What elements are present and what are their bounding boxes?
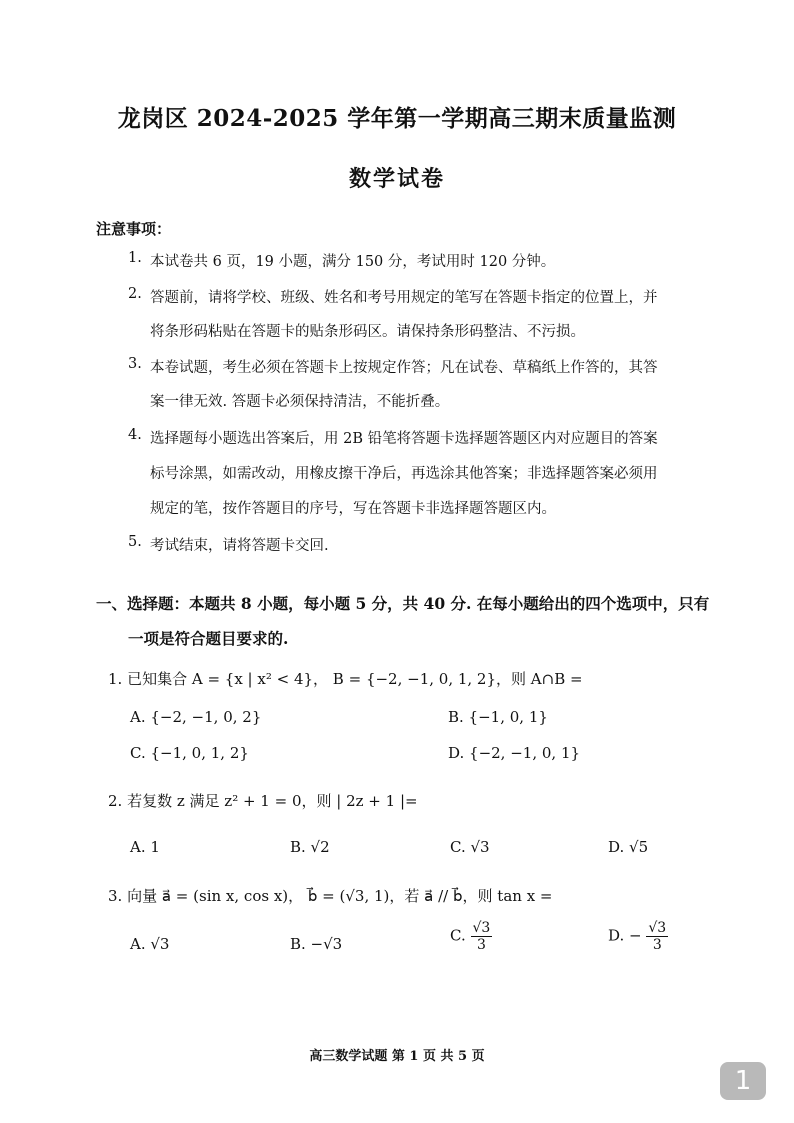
notice-number: 1.	[128, 250, 142, 266]
question-1-option-c: C. {−1, 0, 1, 2}	[130, 744, 249, 762]
option-label: D. −	[608, 926, 642, 945]
notice-line: 选择题每小题选出答案后，用 2B 铅笔将答题卡选择题答题区内对应题目的答案	[150, 431, 658, 447]
page-footer: 高三数学试题 第 1 页 共 5 页	[309, 1049, 485, 1064]
question-3-stem: 3. 向量 a⃗ = (sin x, cos x)， b⃗ = (√3, 1)，若 a⃗ // b⃗，则 tan x =	[108, 887, 553, 905]
fraction-numerator: √3	[472, 920, 491, 936]
notice-line: 本试卷共 6 页，19 小题，满分 150 分，考试用时 120 分钟。	[150, 254, 556, 270]
exam-title: 龙岗区 2024-2025 学年第一学期高三期末质量监测	[117, 105, 677, 132]
question-3-option-d	[608, 920, 668, 953]
question-2-option-d: D. √5	[608, 838, 649, 856]
option-label: C.	[450, 926, 466, 945]
question-1-option-b: B. {−1, 0, 1}	[448, 708, 548, 726]
section-heading: 一、选择题：本题共 8 小题，每小题 5 分，共 40 分. 在每小题给出的四个选项中，只有	[96, 594, 710, 613]
question-3-option-c	[450, 920, 492, 953]
notice-number: 2.	[128, 286, 142, 302]
notice-line: 规定的笔，按作答题目的序号，写在答题卡非选择题答题区内。	[150, 501, 556, 517]
notice-line: 将条形码粘贴在答题卡的贴条形码区。请保持条形码整洁、不污损。	[150, 324, 585, 340]
notice-line: 案一律无效. 答题卡必须保持清洁，不能折叠。	[150, 394, 450, 410]
question-1-option-d: D. {−2, −1, 0, 1}	[448, 744, 581, 762]
question-2-option-b: B. √2	[290, 838, 330, 856]
fraction-numerator: √3	[648, 920, 667, 936]
question-3-option-b: B. −√3	[290, 935, 343, 953]
section-heading-cont: 一项是符合题目要求的.	[128, 629, 289, 648]
notice-number: 4.	[128, 427, 142, 443]
fraction	[646, 920, 668, 953]
notice-line: 答题前，请将学校、班级、姓名和考号用规定的笔写在答题卡指定的位置上，并	[150, 290, 658, 306]
question-2-option-a: A. 1	[130, 838, 160, 856]
question-2-stem: 2. 若复数 z 满足 z² + 1 = 0，则 | 2z + 1 |=	[108, 792, 418, 810]
fraction-denominator: 3	[476, 937, 486, 954]
page-number-badge[interactable]: 1	[720, 1062, 766, 1100]
question-1-option-a: A. {−2, −1, 0, 2}	[130, 708, 262, 726]
exam-subtitle: 数学试卷	[348, 166, 445, 192]
notice-line: 本卷试题，考生必须在答题卡上按规定作答；凡在试卷、草稿纸上作答的，其答	[150, 360, 658, 376]
notice-number: 5.	[128, 534, 142, 550]
question-3-option-a: A. √3	[130, 935, 170, 953]
notice-line: 标号涂黑，如需改动，用橡皮擦干净后，再选涂其他答案；非选择题答案必须用	[150, 466, 658, 482]
notice-number: 3.	[128, 356, 142, 372]
fraction	[471, 920, 493, 953]
question-1-stem: 1. 已知集合 A = {x | x² < 4}， B = {−2, −1, 0, 1, 2}，则 A∩B =	[108, 670, 583, 688]
question-2-option-c: C. √3	[450, 838, 490, 856]
notice-line: 考试结束，请将答题卡交回.	[150, 538, 329, 554]
fraction-denominator: 3	[652, 937, 662, 954]
notice-heading: 注意事项：	[96, 220, 172, 238]
